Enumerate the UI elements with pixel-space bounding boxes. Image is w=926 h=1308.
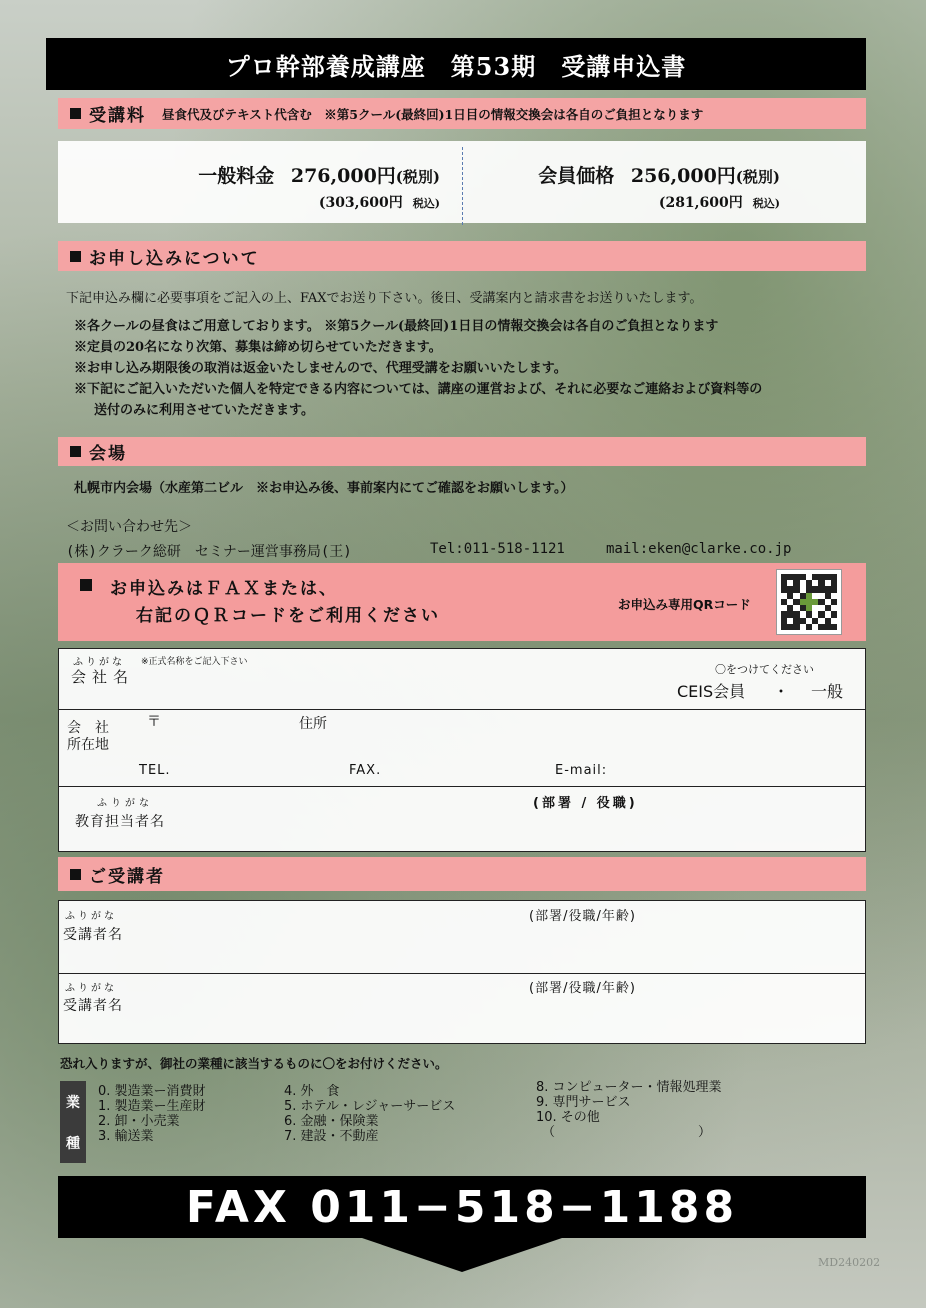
industry-option[interactable]: 1. 製造業ー生産財 (98, 1099, 206, 1114)
member-fee-label: 会員価格 (538, 165, 615, 187)
email-input[interactable] (619, 759, 849, 783)
qr-label: お申込み専用QRコード (618, 597, 751, 612)
attendee-name-input[interactable] (169, 985, 509, 1025)
application-notes (74, 316, 762, 421)
member-fee-tax-incl: (281,600円 (658, 195, 743, 211)
application-intro: 下記申込み欄に必要事項をご記入の上、FAXでお送り下さい。後日、受講案内と請求書をお送りいたします。 (66, 291, 703, 306)
industry-col-2 (284, 1084, 455, 1144)
company-furigana: ふりがな (73, 657, 125, 668)
note-item: 送付のみに利用させていただきます。 (94, 403, 314, 418)
square-bullet-icon (70, 108, 81, 119)
fee-heading: 受講料 (89, 106, 146, 126)
member-fee (488, 141, 780, 223)
member-fee-price: 256,000円 (630, 165, 736, 187)
industry-prompt: 恐れ入りますが、御社の業種に該当するものに〇をお付けください。 (60, 1056, 448, 1071)
industry-label (60, 1081, 86, 1163)
contact-tel: Tel:011-518-1121 (430, 541, 565, 557)
attendee-dept-label: (部署/役職/年齢) (529, 909, 636, 924)
attendee-furigana: ふりがな (65, 983, 117, 994)
venue-heading: 会場 (89, 444, 127, 464)
tel-input[interactable] (189, 759, 339, 783)
form-divider (59, 973, 865, 974)
attendee-dept-label: (部署/役職/年齢) (529, 981, 636, 996)
circle-note: 〇をつけてください (715, 663, 814, 676)
member-fee-tax-note: (税別) (735, 168, 780, 186)
address-label-1: 会 社 (67, 720, 109, 736)
edu-contact-label: 教育担当者名 (75, 814, 165, 830)
general-fee-tax-note: (税別) (395, 168, 440, 186)
industry-col-3 (536, 1080, 722, 1140)
form-divider (59, 786, 865, 787)
industry-option[interactable]: 7. 建設・不動産 (284, 1129, 379, 1144)
application-heading: お申し込みについて (89, 248, 260, 269)
document-code: MD240202 (818, 1256, 881, 1269)
fee-box (58, 141, 866, 223)
note-item: ※下記にご記入いただいた個人を特定できる内容については、講座の運営および、それに必要なご連絡および資料等の (74, 382, 763, 397)
tel-label: TEL. (139, 763, 171, 778)
square-bullet-icon (80, 579, 92, 591)
edu-dept-label: (部署 / 役職) (533, 796, 638, 811)
note-item: ※定員の20名になり次第、募集は締め切らせていただきます。 (74, 340, 442, 355)
qr-code-icon[interactable] (776, 569, 842, 635)
attendee-name-label: 受講者名 (63, 998, 123, 1014)
company-official-note: ※正式名称をご記入下さい (141, 657, 248, 667)
attendee-name-input[interactable] (169, 913, 509, 953)
down-arrow-icon (362, 1238, 562, 1272)
apply-method-bar (58, 563, 866, 641)
edu-furigana: ふりがな (97, 798, 153, 809)
address-label: 住所 (299, 716, 327, 732)
apply-line-2: 右記のＱＲコードをご利用ください (136, 606, 440, 626)
note-item: ※お申し込み期限後の取消は返金いたしませんので、代理受講をお願いいたします。 (74, 361, 567, 376)
industry-option[interactable]: 6. 金融・保険業 (284, 1114, 379, 1129)
fax-input[interactable] (395, 759, 545, 783)
square-bullet-icon (70, 251, 81, 262)
edu-contact-input[interactable] (189, 799, 519, 839)
attendee-name-label: 受講者名 (63, 927, 123, 943)
industry-option[interactable]: 10. その他 (536, 1110, 600, 1125)
general-fee (88, 141, 440, 223)
industry-label-char: 業 (66, 1094, 80, 1111)
fee-note: 昼食代及びテキスト代含む ※第5クール(最終回)1日目の情報交換会は各自のご負担となります (162, 106, 704, 122)
company-name-label: 会社名 (71, 668, 135, 686)
venue-text: 札幌市内会場（水産第二ビル ※お申込み後、事前案内にてご確認をお願いします。） (74, 481, 574, 496)
industry-option[interactable]: 8. コンピューター・情報処理業 (536, 1080, 722, 1095)
industry-other-blank[interactable]: （ ） (542, 1125, 712, 1140)
note-item: ※各クールの昼食はご用意しております。 ※第5クール(最終回)1日目の情報交換会は各自のご負担となります (74, 319, 719, 334)
attendee-section-header (58, 857, 866, 891)
apply-line-1: お申込みはＦＡＸまたは、 (110, 579, 338, 599)
industry-option[interactable]: 9. 専門サービス (536, 1095, 631, 1110)
attendee-form (58, 900, 866, 1044)
postal-mark: 〒 (147, 714, 161, 730)
industry-option[interactable]: 2. 卸・小売業 (98, 1114, 180, 1129)
address-input[interactable] (339, 713, 839, 739)
square-bullet-icon (70, 869, 81, 880)
general-fee-label: 一般料金 (198, 165, 275, 187)
attendee-furigana: ふりがな (65, 911, 117, 922)
industry-option[interactable]: 4. 外 食 (284, 1084, 340, 1099)
address-label-2: 所在地 (67, 737, 109, 753)
industry-option[interactable]: 0. 製造業ー消費財 (98, 1084, 206, 1099)
form-divider (59, 709, 865, 710)
industry-option[interactable]: 5. ホテル・レジャーサービス (284, 1099, 456, 1114)
application-section-header (58, 241, 866, 271)
option-separator: ・ (773, 682, 790, 701)
email-label: E-mail: (555, 763, 608, 778)
company-name-input[interactable] (219, 665, 659, 693)
attendee-heading: ご受講者 (89, 866, 165, 887)
fax-number-banner: FAX 011−518−1188 (58, 1176, 866, 1238)
venue-section-header (58, 437, 866, 466)
contact-mail[interactable]: mail:eken@clarke.co.jp (606, 541, 792, 557)
fax-label: FAX. (349, 763, 382, 778)
general-fee-tax-incl: (303,600円 (318, 195, 403, 211)
fee-divider (462, 147, 463, 225)
ceis-member-option[interactable]: CEIS会員 (677, 682, 746, 701)
page-title: プロ幹部養成講座 第53期 受講申込書 (46, 38, 866, 90)
general-option[interactable]: 一般 (811, 682, 844, 701)
general-fee-price: 276,000円 (290, 165, 396, 187)
member-fee-tax-incl-label: 税込) (752, 197, 780, 210)
industry-label-char: 種 (66, 1135, 80, 1152)
industry-col-1 (98, 1084, 206, 1144)
general-fee-tax-incl-label: 税込) (412, 197, 440, 210)
contact-label: ＜お問い合わせ先＞ (66, 519, 192, 535)
industry-option[interactable]: 3. 輸送業 (98, 1129, 154, 1144)
fee-section-header (58, 98, 866, 129)
square-bullet-icon (70, 446, 81, 457)
company-info-form (58, 648, 866, 852)
contact-org: (株)クラーク総研 セミナー運営事務局(王) (66, 544, 352, 560)
